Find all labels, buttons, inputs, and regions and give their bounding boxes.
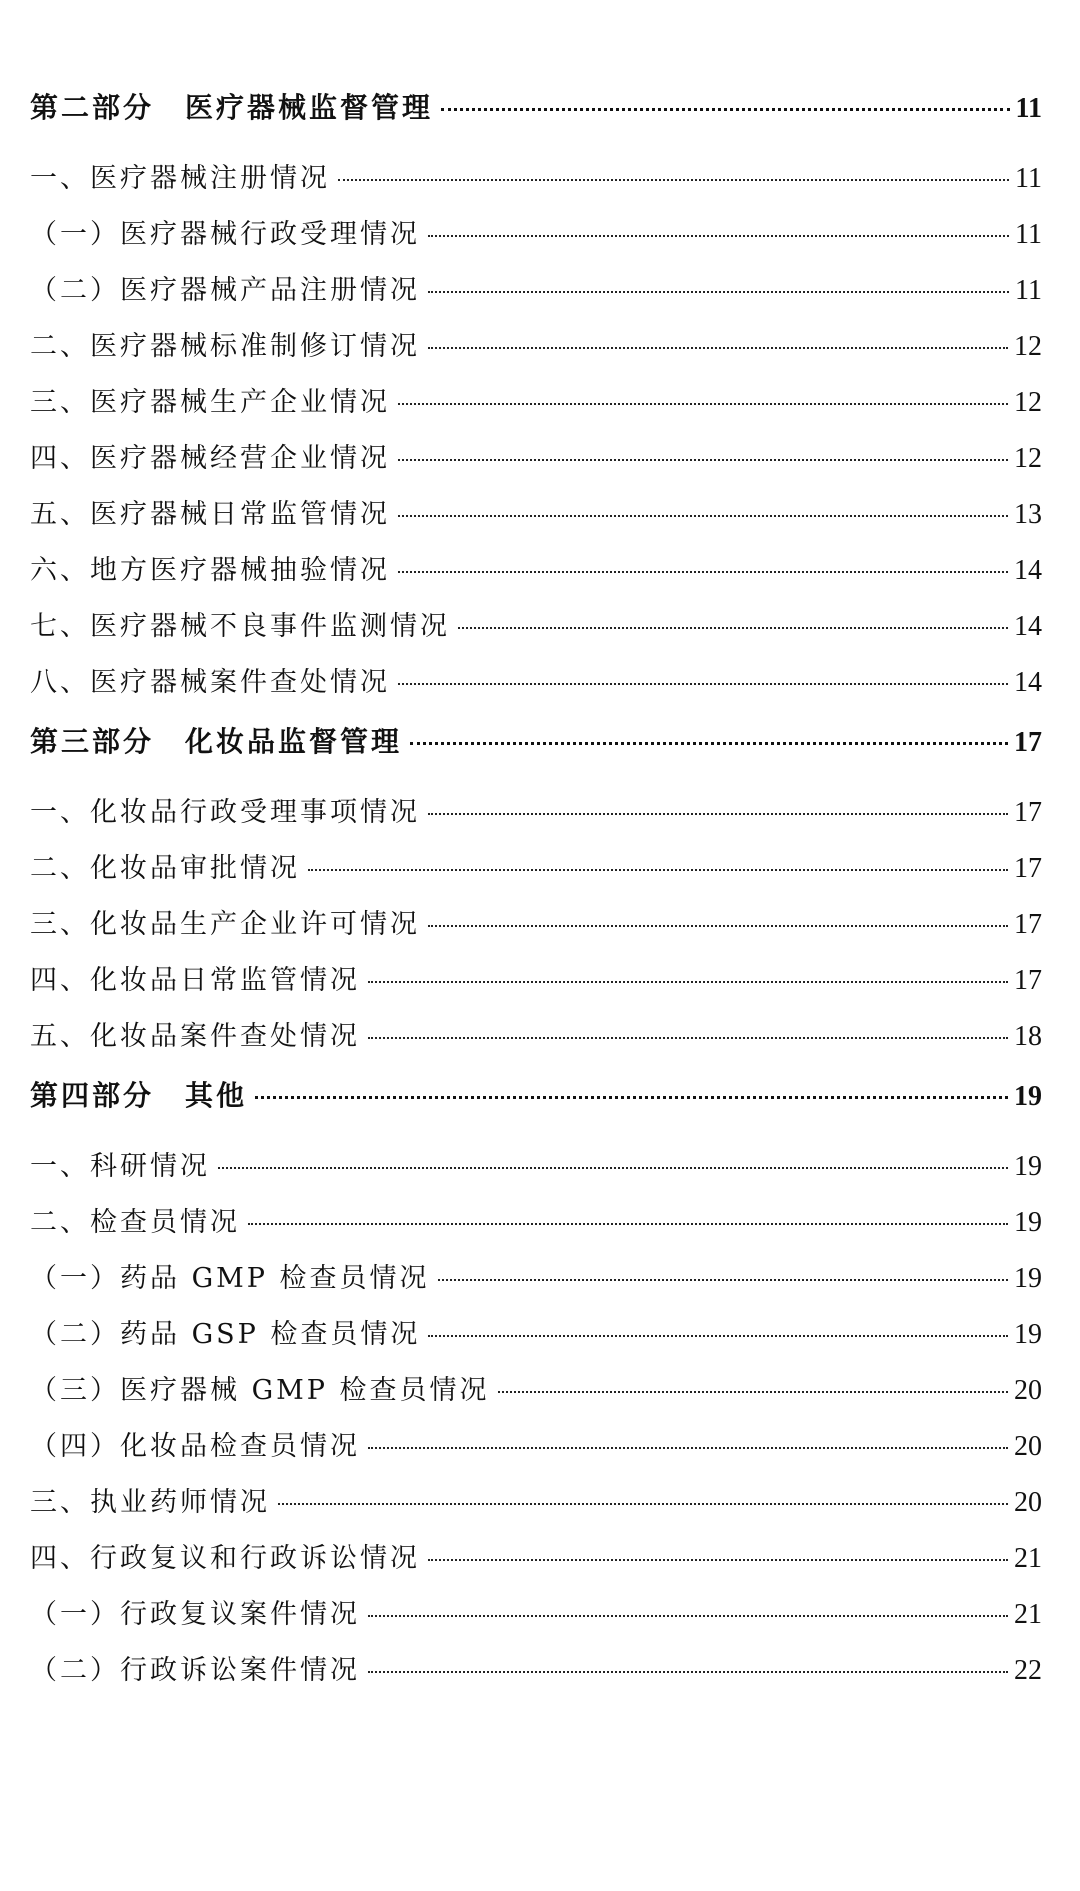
toc-entry[interactable]: [30, 548, 1042, 604]
toc-entry-page: 14: [1014, 667, 1042, 698]
toc-entry[interactable]: [30, 958, 1042, 1014]
toc-entry[interactable]: [30, 1648, 1042, 1704]
toc-entry[interactable]: [30, 790, 1042, 846]
dot-leader: [218, 1167, 1008, 1169]
dot-leader: [248, 1223, 1008, 1225]
dot-leader: [308, 869, 1008, 871]
toc-entry-title: 五、化妆品案件查处情况: [30, 1021, 360, 1052]
toc-entry-page: 14: [1014, 555, 1042, 586]
toc-entry-page: 12: [1014, 331, 1042, 362]
toc-entry-page: 14: [1014, 611, 1042, 642]
toc-entry-title: 二、医疗器械标准制修订情况: [30, 331, 420, 362]
toc-entry-page: 17: [1014, 853, 1042, 884]
toc-entry-title: 二、化妆品审批情况: [30, 853, 300, 884]
dot-leader: [428, 813, 1008, 815]
toc-entry-title: 七、医疗器械不良事件监测情况: [30, 611, 450, 642]
toc-entry-page: 19: [1014, 1319, 1042, 1350]
toc-entry-page: 19: [1014, 1263, 1042, 1294]
toc-entry-page: 17: [1014, 727, 1042, 758]
toc-entry-page: 19: [1014, 1081, 1042, 1112]
toc-entry-title: 三、执业药师情况: [30, 1487, 270, 1518]
toc-entry[interactable]: [30, 1014, 1042, 1070]
toc-entry-page: 13: [1014, 499, 1042, 530]
dot-leader: [428, 925, 1008, 927]
toc-entry[interactable]: [30, 1480, 1042, 1536]
dot-leader: [368, 981, 1008, 983]
toc-entry[interactable]: [30, 902, 1042, 958]
dot-leader: [398, 683, 1008, 685]
toc-entry[interactable]: [30, 212, 1042, 268]
toc-entry[interactable]: [30, 1536, 1042, 1592]
dot-leader: [441, 108, 1010, 111]
dot-leader: [398, 459, 1008, 461]
toc-entry-title: 一、医疗器械注册情况: [30, 163, 330, 194]
toc-entry-title: 六、地方医疗器械抽验情况: [30, 555, 390, 586]
toc-entry-title: （一）药品 GMP 检查员情况: [30, 1263, 430, 1294]
toc-entry-title: 四、化妆品日常监管情况: [30, 965, 360, 996]
toc-entry[interactable]: [30, 1200, 1042, 1256]
toc-entry-page: 19: [1014, 1207, 1042, 1238]
toc-entry[interactable]: [30, 1368, 1042, 1424]
toc-entry[interactable]: [30, 1144, 1042, 1200]
dot-leader: [255, 1096, 1008, 1099]
toc-entry-page: 21: [1014, 1543, 1042, 1574]
toc-entry-title: （二）行政诉讼案件情况: [30, 1655, 360, 1686]
toc-entry-page: 12: [1014, 387, 1042, 418]
toc-entry-title: 四、医疗器械经营企业情况: [30, 443, 390, 474]
dot-leader: [278, 1503, 1008, 1505]
dot-leader: [398, 515, 1008, 517]
toc-entry[interactable]: [30, 1256, 1042, 1312]
toc-part-4[interactable]: [30, 1074, 1042, 1144]
toc-part-2[interactable]: [30, 86, 1042, 156]
toc-entry-page: 11: [1015, 163, 1042, 194]
toc-entry-title: 二、检查员情况: [30, 1207, 240, 1238]
dot-leader: [428, 1559, 1008, 1561]
toc-entry-page: 20: [1014, 1487, 1042, 1518]
toc-entry-page: 21: [1014, 1599, 1042, 1630]
toc-entry-title: 一、科研情况: [30, 1151, 210, 1182]
toc-entry-title: 四、行政复议和行政诉讼情况: [30, 1543, 420, 1574]
toc-entry-page: 18: [1014, 1021, 1042, 1052]
toc-entry[interactable]: [30, 436, 1042, 492]
dot-leader: [338, 179, 1009, 181]
dot-leader: [368, 1037, 1008, 1039]
toc-entry-title: 八、医疗器械案件查处情况: [30, 667, 390, 698]
toc-entry-title: 第四部分 其他: [30, 1079, 248, 1112]
toc-part-3[interactable]: [30, 720, 1042, 790]
toc-entry-title: 三、医疗器械生产企业情况: [30, 387, 390, 418]
dot-leader: [410, 742, 1008, 745]
toc-entry[interactable]: [30, 156, 1042, 212]
toc-entry-title: （三）医疗器械 GMP 检查员情况: [30, 1375, 490, 1406]
toc-entry[interactable]: [30, 660, 1042, 716]
toc-entry[interactable]: [30, 268, 1042, 324]
toc-entry[interactable]: [30, 846, 1042, 902]
dot-leader: [458, 627, 1008, 629]
dot-leader: [398, 571, 1008, 573]
toc-entry-title: 三、化妆品生产企业许可情况: [30, 909, 420, 940]
toc-entry-page: 12: [1014, 443, 1042, 474]
dot-leader: [498, 1391, 1008, 1393]
toc-entry[interactable]: [30, 324, 1042, 380]
toc-entry-title: 第二部分 医疗器械监督管理: [30, 91, 434, 124]
toc-entry-page: 17: [1014, 797, 1042, 828]
toc-entry-title: 一、化妆品行政受理事项情况: [30, 797, 420, 828]
toc-entry[interactable]: [30, 1312, 1042, 1368]
dot-leader: [428, 291, 1009, 293]
toc-entry-page: 19: [1014, 1151, 1042, 1182]
toc-entry-page: 17: [1014, 909, 1042, 940]
dot-leader: [368, 1671, 1008, 1673]
table-of-contents: [30, 86, 1042, 1704]
toc-entry[interactable]: [30, 492, 1042, 548]
toc-entry[interactable]: [30, 604, 1042, 660]
toc-entry[interactable]: [30, 1424, 1042, 1480]
toc-entry-page: 11: [1015, 219, 1042, 250]
toc-entry-page: 22: [1014, 1655, 1042, 1686]
toc-entry[interactable]: [30, 1592, 1042, 1648]
toc-entry-title: （一）医疗器械行政受理情况: [30, 219, 420, 250]
toc-entry-title: 第三部分 化妆品监督管理: [30, 725, 403, 758]
toc-entry-title: （二）药品 GSP 检查员情况: [30, 1319, 421, 1350]
dot-leader: [428, 235, 1009, 237]
toc-entry-title: （二）医疗器械产品注册情况: [30, 275, 420, 306]
toc-entry[interactable]: [30, 380, 1042, 436]
toc-entry-page: 17: [1014, 965, 1042, 996]
dot-leader: [428, 1335, 1008, 1337]
toc-entry-page: 11: [1015, 93, 1042, 124]
toc-entry-title: （四）化妆品检查员情况: [30, 1431, 360, 1462]
dot-leader: [368, 1615, 1008, 1617]
dot-leader: [428, 347, 1008, 349]
dot-leader: [398, 403, 1008, 405]
dot-leader: [438, 1279, 1008, 1281]
toc-entry-page: 20: [1014, 1375, 1042, 1406]
dot-leader: [368, 1447, 1008, 1449]
toc-entry-page: 20: [1014, 1431, 1042, 1462]
toc-entry-page: 11: [1015, 275, 1042, 306]
toc-entry-title: （一）行政复议案件情况: [30, 1599, 360, 1630]
toc-entry-title: 五、医疗器械日常监管情况: [30, 499, 390, 530]
